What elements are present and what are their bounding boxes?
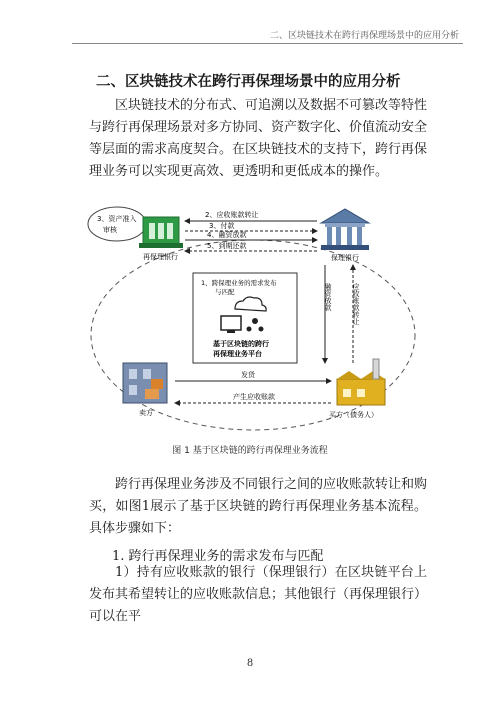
paragraph-flow-intro: 跨行再保理业务涉及不同银行之间的应收账款转让和购买，如图1展示了基于区块链的跨行再保理业务基本流程。具体步骤如下： (89, 477, 428, 536)
buyer-label: 买方（债务人） (329, 411, 378, 419)
figure-caption: 图 1 基于区块链的跨行再保理业务流程 (172, 446, 328, 456)
receivable-transfer-label: 应收账款转让 (352, 283, 360, 325)
section-title: 二、区块链技术在跨行再保理场景中的应用分析 (96, 74, 401, 90)
header-rule (72, 43, 463, 44)
paragraph-intro: 区块链技术的分布式、可追溯以及数据不可篡改等特性与跨行再保理场景对多方协同、资产数字化、价值流动安全等层面的需求高度契合。在区块链技术的支持下，跨行再保理业务可以实现更高效、更透明和更低成本的操作。 (89, 98, 428, 179)
asset-review-label-1: 3、资产准入 (97, 215, 137, 223)
seller-icon (123, 363, 167, 403)
refactoring-bank-label: 再保理银行 (143, 253, 178, 261)
asset-review-cloud (88, 207, 146, 241)
platform-label-1: 基于区块链的跨行 (213, 340, 269, 348)
running-header: 二、区块链技术在跨行再保理场景中的应用分析 (269, 31, 459, 41)
step-title: 1. 跨行再保理业务的需求发布与匹配 (112, 549, 324, 564)
asset-review-label-2: 审核 (103, 226, 117, 234)
delivery-label: 发货 (241, 371, 255, 379)
platform-label-2: 再保理业务平台 (213, 350, 262, 358)
arrow-5-label: 5、到期还款 (207, 242, 247, 250)
seller-label: 卖方 (139, 409, 153, 417)
center-step-label-1: 1、跨保理业务的需求发布 (201, 279, 277, 287)
financing-loan-label: 融资放款 (324, 283, 332, 311)
arrow-2-label: 2、应收账款转让 (205, 211, 259, 219)
arrow-3-label: 3、付款 (209, 222, 235, 230)
page-number: 8 (246, 658, 254, 669)
receivable-label: 产生应收账款 (233, 393, 275, 401)
arrow-4-label: 4、融资放款 (207, 231, 247, 239)
factoring-bank-icon (321, 209, 369, 250)
paragraph-step-1: 1）持有应收账款的银行（保理银行）在区块链平台上发布其希望转让的应收账款信息；其他银行（再保理银行）可以在平 (89, 565, 428, 624)
buyer-icon (337, 359, 385, 405)
center-step-label-2: 与匹配 (215, 288, 235, 296)
flowchart-svg (85, 203, 425, 433)
refactoring-bank-icon (139, 217, 183, 248)
factoring-bank-label: 保理银行 (331, 254, 359, 262)
figure-flowchart (85, 203, 425, 433)
